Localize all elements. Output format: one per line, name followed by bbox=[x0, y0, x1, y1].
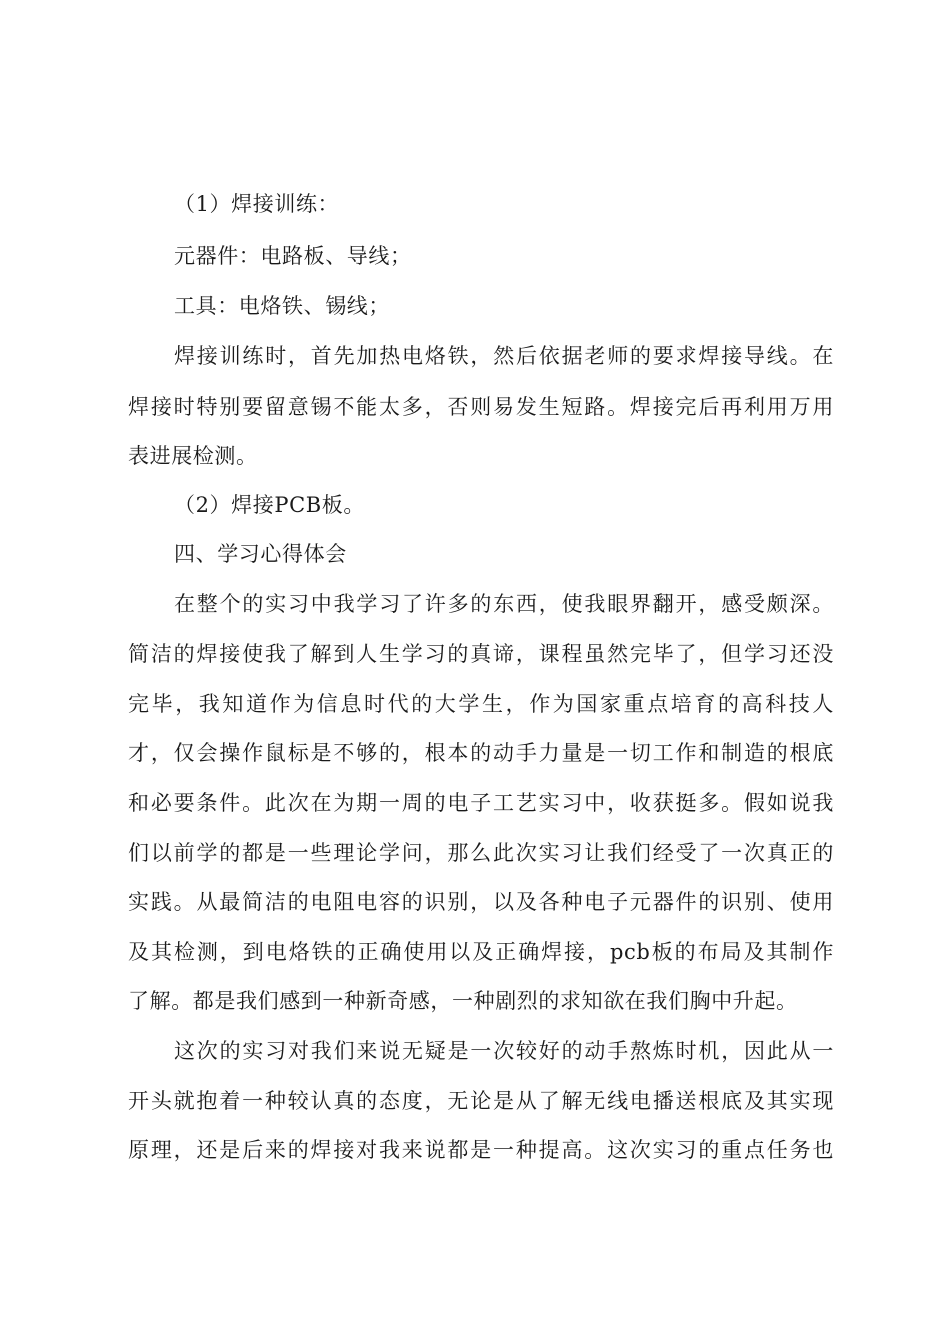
paragraph-line: 在整个的实习中我学习了许多的东西，使我眼界翻开，感受颇深。 bbox=[174, 592, 834, 616]
paragraph-line: 和必要条件。此次在为期一周的电子工艺实习中，收获挺多。假如说我 bbox=[128, 791, 834, 815]
paragraph-line: 简洁的焊接使我了解到人生学习的真谛，课程虽然完毕了，但学习还没 bbox=[128, 642, 834, 666]
paragraph-line: 才，仅会操作鼠标是不够的，根本的动手力量是一切工作和制造的根底 bbox=[128, 741, 834, 765]
document-page bbox=[128, 0, 834, 1344]
paragraph-line: 们以前学的都是一些理论学问，那么此次实习让我们经受了一次真正的 bbox=[128, 841, 834, 865]
paragraph-line: 实践。从最简洁的电阻电容的识别，以及各种电子元器件的识别、使用 bbox=[128, 890, 834, 914]
paragraph-line: 了解。都是我们感到一种新奇感，一种剧烈的求知欲在我们胸中升起。 bbox=[128, 989, 798, 1013]
paragraph-line: 原理，还是后来的焊接对我来说都是一种提高。这次实习的重点任务也 bbox=[128, 1138, 834, 1162]
paragraph-line: 开头就抱着一种较认真的态度，无论是从了解无线电播送根底及其实现 bbox=[128, 1089, 834, 1113]
paragraph-line: 表进展检测。 bbox=[128, 444, 258, 468]
paragraph-line: 焊接训练时，首先加热电烙铁，然后依据老师的要求焊接导线。在 bbox=[174, 344, 834, 368]
paragraph-line: 这次的实习对我们来说无疑是一次较好的动手熬炼时机，因此从一 bbox=[174, 1039, 834, 1063]
subheading-welding-training: （1）焊接训练： bbox=[174, 192, 340, 216]
paragraph-line: 及其检测，到电烙铁的正确使用以及正确焊接，pcb板的布局及其制作 bbox=[128, 940, 834, 964]
tools-line: 工具：电烙铁、锡线； bbox=[174, 294, 390, 318]
section-heading: 四、学习心得体会 bbox=[174, 542, 347, 566]
paragraph-line: 完毕，我知道作为信息时代的大学生，作为国家重点培育的高科技人 bbox=[128, 692, 834, 716]
paragraph-line: 焊接时特别要留意锡不能太多，否则易发生短路。焊接完后再利用万用 bbox=[128, 395, 834, 419]
subheading-pcb: （2）焊接PCB板。 bbox=[174, 493, 365, 517]
components-line: 元器件：电路板、导线； bbox=[174, 244, 412, 268]
